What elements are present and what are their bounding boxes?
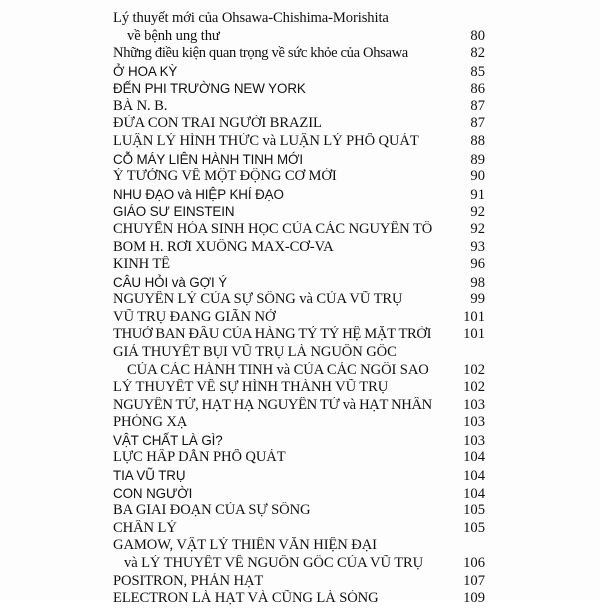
toc-entry (113, 362, 485, 380)
toc-entry (113, 203, 485, 221)
toc-entry-title: LÝ THUYẾT VỀ SỰ HÌNH THÀNH VŨ TRỤ (113, 379, 389, 396)
toc-entry-page: 106 (463, 554, 485, 571)
toc-entry-title: THUỞ BAN ĐẦU CỦA HÀNG TỶ TỶ HỆ MẶT TRỜI (113, 326, 432, 343)
toc-entry-title: GIẢ THUYẾT BỤI VŨ TRỤ LÀ NGUỒN GỐC (113, 343, 397, 360)
toc-entry-title: POSITRON, PHẢN HẠT (113, 572, 264, 589)
toc-entry-page: 101 (463, 326, 485, 343)
toc-entry-title: BOM H. RƠI XUỐNG MAX-CƠ-VA (113, 238, 334, 255)
toc-entry-page: 105 (463, 519, 485, 536)
toc-entry (113, 502, 485, 520)
toc-entry-page: 92 (470, 220, 485, 237)
toc-entry-title: Lý thuyết mới của Ohsawa-Chishima-Morishita (113, 10, 389, 26)
toc-entry-page: 103 (463, 432, 485, 449)
toc-entry (113, 573, 485, 591)
toc-entry-page: 103 (463, 396, 485, 413)
toc-entry-title: và LÝ THUYẾT VỀ NGUỒN GỐC CỦA VŨ TRỤ (124, 554, 424, 571)
toc-entry-title: GAMOW, VẬT LÝ THIÊN VĂN HIỆN ĐẠI (113, 537, 377, 554)
toc-entry (113, 256, 485, 274)
toc-entry-title: BÀ N. B. (113, 97, 168, 114)
toc-entry (113, 397, 485, 415)
toc-entry-page: 85 (470, 63, 485, 80)
toc-entry-title: Ý TƯỞNG VỀ MỘT ĐỘNG CƠ MỚI (113, 168, 337, 185)
toc-entry-page: 104 (463, 485, 485, 502)
toc-entry (113, 186, 485, 204)
toc-entry-title: NHU ĐẠO và HIỆP KHÍ ĐẠO (113, 186, 284, 202)
table-of-contents (113, 10, 485, 608)
toc-entry (113, 432, 485, 450)
toc-entry (113, 485, 485, 503)
toc-entry (113, 467, 485, 485)
toc-entry-page: 92 (470, 204, 485, 221)
toc-entry-page: 86 (470, 81, 485, 98)
toc-entry-title: TIA VŨ TRỤ (113, 468, 186, 484)
toc-entry (113, 63, 485, 81)
toc-entry-page: 102 (463, 379, 485, 396)
toc-entry-title: ĐỨA CON TRAI NGƯỜI BRAZIL (113, 115, 322, 132)
toc-entry (113, 414, 485, 432)
toc-entry-page: 93 (470, 238, 485, 255)
toc-entry-title: NGUYÊN LÝ CỦA SỰ SỐNG và CỦA VŨ TRỤ (113, 291, 403, 308)
toc-entry-title: CỖ MÁY LIÊN HÀNH TINH MỚI (113, 151, 304, 167)
toc-entry-title: PHÓNG XẠ (113, 414, 188, 431)
toc-entry-page: 87 (470, 97, 485, 114)
toc-entry-title: KINH TẾ (113, 256, 170, 273)
toc-entry-page: 105 (463, 502, 485, 519)
toc-entry-title: CỦA CÁC HÀNH TINH và CỦA CÁC NGÔI SAO (127, 361, 429, 378)
toc-entry (113, 133, 485, 151)
toc-entry (113, 115, 485, 133)
toc-entry-title: CÂU HỎI và GỢI Ý (113, 274, 228, 290)
toc-entry (113, 80, 485, 98)
toc-entry-page: 102 (463, 361, 485, 378)
toc-entry (113, 28, 485, 46)
toc-entry-title: NGUYÊN TỬ, HẠT HẠ NGUYÊN TỬ và HẠT NHÂN (113, 396, 432, 413)
toc-entry (113, 344, 485, 362)
toc-entry-title: CHUYỂN HÓA SINH HỌC CỦA CÁC NGUYÊN TỐ (113, 220, 433, 237)
toc-entry (113, 590, 485, 608)
toc-entry (113, 151, 485, 169)
toc-entry-page: 104 (463, 449, 485, 466)
toc-entry-page: 109 (463, 590, 485, 607)
toc-entry-title: về bệnh ung thư (127, 27, 220, 44)
toc-entry (113, 45, 485, 63)
toc-entry-page: 91 (470, 186, 485, 203)
toc-entry (113, 239, 485, 257)
toc-entry (113, 221, 485, 239)
toc-entry-page: 96 (470, 256, 485, 273)
toc-entry-page: 89 (470, 151, 485, 168)
toc-entry (113, 309, 485, 327)
toc-entry-title: Những điều kiện quan trọng về sức khỏe của Ohsawa (113, 45, 408, 62)
toc-entry (113, 520, 485, 538)
toc-entry (113, 98, 485, 116)
toc-entry (113, 168, 485, 186)
toc-entry-title: CHÂN LÝ (113, 519, 177, 536)
toc-entry-title: VẬT CHẤT LÀ GÌ? (113, 432, 223, 448)
toc-entry (113, 379, 485, 397)
toc-entry-title: GIÁO SƯ EINSTEIN (113, 204, 235, 220)
toc-entry-title: Ở HOA KỲ (113, 63, 178, 79)
toc-entry-page: 101 (463, 308, 485, 325)
toc-entry (113, 10, 485, 28)
toc-entry-title: ELECTRON LÀ HẠT VÀ CŨNG LÀ SÓNG (113, 590, 379, 607)
toc-entry-page: 99 (470, 291, 485, 308)
toc-entry-page: 82 (470, 45, 485, 62)
toc-entry (113, 291, 485, 309)
toc-entry-page: 90 (470, 168, 485, 185)
toc-entry-page: 80 (470, 27, 485, 44)
toc-entry-title: LUẬN LÝ HÌNH THỨC và LUẬN LÝ PHỔ QUÁT (113, 133, 419, 150)
toc-entry-page: 88 (470, 133, 485, 150)
toc-entry-title: BA GIAI ĐOẠN CỦA SỰ SỐNG (113, 502, 311, 519)
toc-entry-page: 87 (470, 115, 485, 132)
toc-entry-page: 107 (463, 572, 485, 589)
toc-entry-title: ĐẾN PHI TRƯỜNG NEW YORK (113, 81, 306, 97)
toc-entry (113, 449, 485, 467)
toc-entry (113, 537, 485, 555)
toc-entry-title: VŨ TRỤ ĐANG GIÃN NỞ (113, 308, 276, 325)
toc-entry (113, 274, 485, 292)
toc-entry-page: 98 (470, 274, 485, 291)
toc-entry-page: 104 (463, 468, 485, 485)
toc-entry-title: CON NGƯỜI (113, 485, 193, 501)
toc-entry-page: 103 (463, 414, 485, 431)
toc-entry (113, 555, 485, 573)
toc-entry (113, 326, 485, 344)
toc-entry-title: LỰC HẤP DẪN PHỔ QUÁT (113, 449, 286, 466)
